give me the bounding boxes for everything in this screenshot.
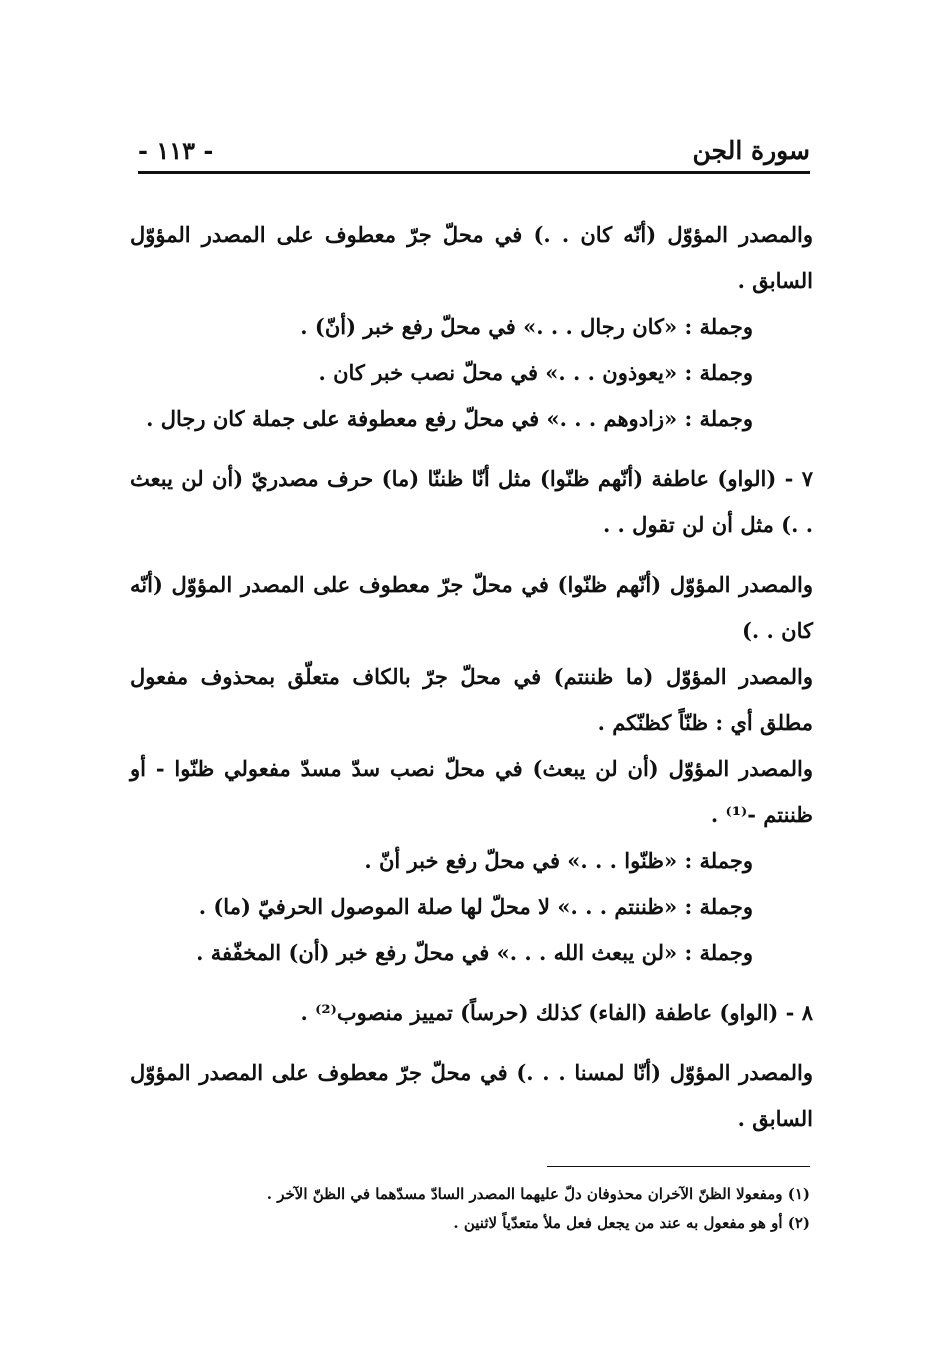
paragraph: والمصدر المؤوّل (ما ظننتم) في محلّ جرّ بالكاف متعلّق بمحذوف مفعول مطلق أي : ظنّاً كظنّكم . [130, 664, 813, 735]
sentence-analysis: وجملة : «زادوهم . . .» في محلّ رفع معطوفة على جملة كان رجال . [146, 406, 753, 431]
sentence-analysis: وجملة : «ظنّوا . . .» في محلّ رفع خبر أنّ . [364, 848, 753, 873]
verse-analysis-7: ٧ - (الواو) عاطفة (أنّهم ظنّوا) مثل أنّا ظننّا (ما) حرف مصدريّ (أن لن يبعث . .) مثل أن لن تقول . . [130, 466, 813, 537]
sentence-analysis: وجملة : «ظننتم . . .» لا محلّ لها صلة الموصول الحرفيّ (ما) . [198, 894, 753, 919]
footnotes [138, 1180, 810, 1238]
sentence-analysis: وجملة : «كان رجال . . .» في محلّ رفع خبر (أنّ) . [300, 314, 753, 339]
paragraph: والمصدر المؤوّل (أن لن يبعث) في محلّ نصب سدّ مسدّ مفعولي ظنّوا - أو ظننتم -⁽¹⁾ . [130, 756, 813, 827]
paragraph: والمصدر المؤوّل (أنّا لمسنا . . .) في محلّ جرّ معطوف على المصدر المؤوّل السابق . [130, 1060, 813, 1131]
verse-analysis-8: ٨ - (الواو) عاطفة (الفاء) كذلك (حرساً) تمييز منصوب⁽²⁾ . [300, 1000, 813, 1025]
footnote-1: (١) ومفعولا الظنّ الآخران محذوفان دلّ عليهما المصدر السادّ مسدّهما في الظنّ الآخر . [266, 1185, 810, 1203]
sentence-analysis: وجملة : «يعوذون . . .» في محلّ نصب خبر كان . [318, 360, 753, 385]
sentence-analysis: وجملة : «لن يبعث الله . . .» في محلّ رفع خبر (أن) المخفّفة . [196, 940, 753, 965]
paragraph: والمصدر المؤوّل (أنّه كان . .) في محلّ جرّ معطوف على المصدر المؤوّل السابق . [130, 222, 813, 293]
page-number: - ١١٣ - [138, 135, 214, 165]
header-rule [138, 171, 810, 174]
paragraph: والمصدر المؤوّل (أنّهم ظنّوا) في محلّ جرّ معطوف على المصدر المؤوّل (أنّه كان . .) [130, 572, 813, 643]
chapter-title: سورة الجن [692, 135, 810, 165]
footnote-2: (٢) أو هو مفعول به عند من يجعل فعل ملأ متعدّياً لاثنين . [453, 1214, 810, 1232]
footnote-separator [547, 1166, 810, 1167]
page-header [138, 128, 810, 172]
main-text [130, 212, 813, 1142]
